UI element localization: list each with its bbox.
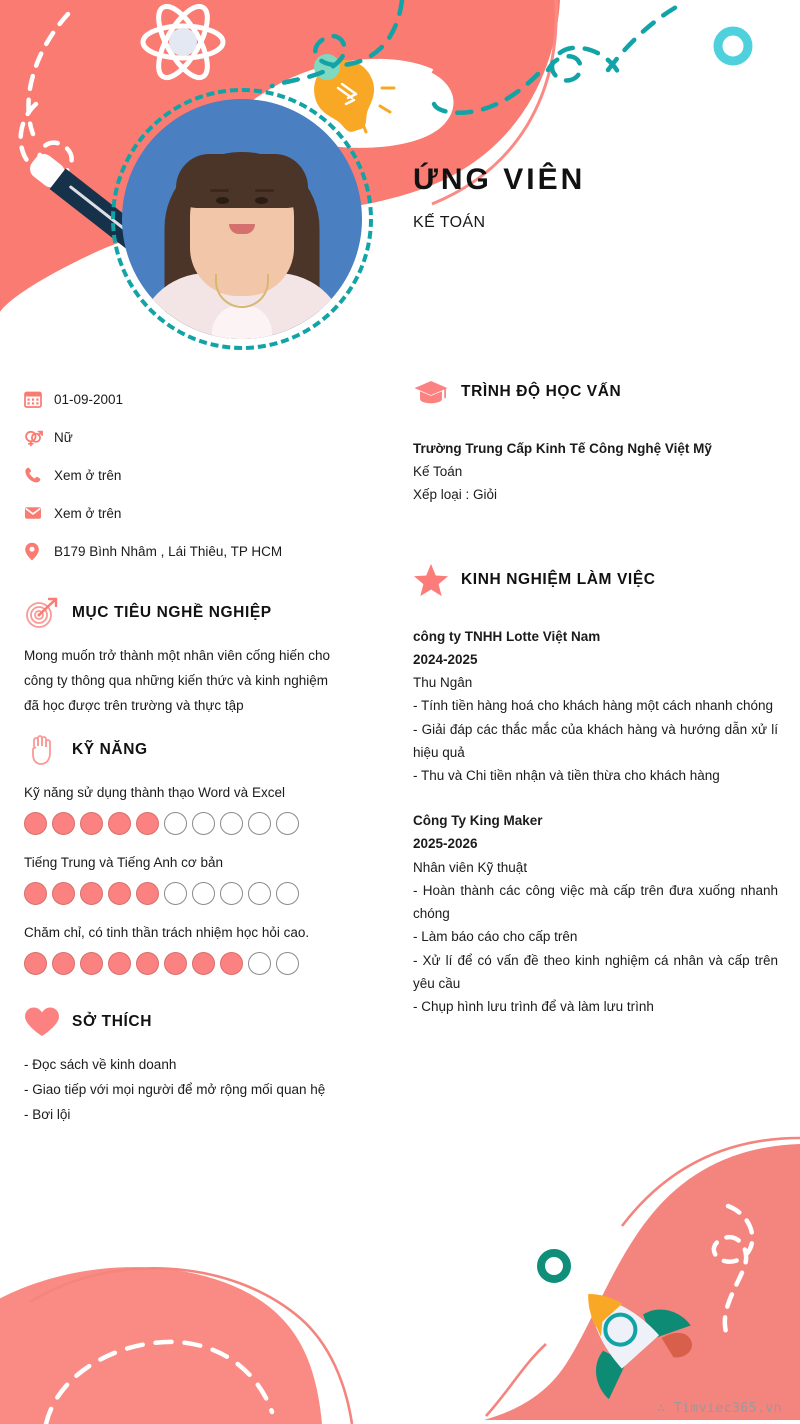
rating-dot-filled — [52, 812, 75, 835]
rating-dot-filled — [108, 952, 131, 975]
skill-rating — [24, 812, 334, 835]
bottom-decoration-graphic — [0, 1134, 800, 1424]
rating-dot-empty — [192, 812, 215, 835]
skill-item — [24, 851, 334, 905]
education-school: Trường Trung Cấp Kinh Tế Công Nghệ Việt Mỹ — [413, 441, 712, 456]
section-title: KINH NGHIỆM LÀM VIỆC — [461, 570, 656, 588]
section-header — [413, 375, 778, 409]
rating-dot-filled — [220, 952, 243, 975]
contact-value: B179 Bình Nhâm , Lái Thiêu, TP HCM — [54, 543, 283, 559]
rating-dot-filled — [80, 952, 103, 975]
objective-text: Mong muốn trở thành một nhân viên cống hiến cho công ty thông qua những kiến thức và kinh nghiệm đã học được trên trường và thực tập — [24, 648, 331, 713]
experience-list — [413, 625, 778, 1019]
hobby-list — [24, 1053, 334, 1128]
contact-item-address — [24, 532, 334, 570]
rating-dot-empty — [164, 882, 187, 905]
heart-icon — [24, 1005, 60, 1039]
rating-dot-filled — [108, 812, 131, 835]
candidate-name: ỨNG VIÊN — [413, 163, 586, 196]
rating-dot-empty — [276, 882, 299, 905]
rating-dot-empty — [248, 882, 271, 905]
cyan-ring-icon — [718, 31, 748, 61]
rating-dot-empty — [192, 882, 215, 905]
rating-dot-empty — [248, 952, 271, 975]
rating-dot-filled — [52, 952, 75, 975]
location-icon — [24, 542, 54, 561]
experience-duty: - Thu và Chi tiền nhận và tiền thừa cho khách hàng — [413, 767, 720, 783]
left-column — [24, 380, 334, 1128]
experience-period: 2025-2026 — [413, 836, 478, 852]
experience-duty: - Hoàn thành các công việc mà cấp trên đưa xuống nhanh chóng — [413, 882, 778, 922]
contact-value: Xem ở trên — [54, 505, 122, 521]
experience-duty: - Tính tiền hàng hoá cho khách hàng một cách nhanh chóng — [413, 698, 774, 714]
section-experience — [413, 563, 778, 1019]
contact-value: Nữ — [54, 429, 73, 445]
rating-dot-empty — [276, 812, 299, 835]
teal-ring-icon — [541, 1253, 567, 1279]
skill-label: Kỹ năng sử dụng thành thạo Word và Excel — [24, 784, 285, 800]
section-title: KỸ NĂNG — [72, 740, 148, 758]
rating-dot-empty — [248, 812, 271, 835]
section-skills — [24, 733, 334, 975]
rating-dot-empty — [220, 812, 243, 835]
experience-item — [413, 809, 778, 1018]
skills-list — [24, 781, 334, 975]
rating-dot-filled — [136, 812, 159, 835]
rating-dot-empty — [220, 882, 243, 905]
target-icon — [24, 596, 60, 630]
skill-label: Tiếng Trung và Tiếng Anh cơ bản — [24, 854, 223, 870]
section-header — [413, 563, 778, 597]
experience-duty: - Chụp hình lưu trình để và làm lưu trình — [413, 998, 654, 1014]
skill-rating — [24, 882, 334, 905]
rating-dot-filled — [24, 882, 47, 905]
rating-dot-filled — [136, 882, 159, 905]
skill-rating — [24, 952, 334, 975]
contact-item-phone — [24, 456, 334, 494]
section-title: MỤC TIÊU NGHỀ NGHIỆP — [72, 604, 272, 621]
email-icon — [24, 504, 54, 522]
gender-icon — [24, 428, 54, 447]
skill-item — [24, 781, 334, 835]
contact-item-gender — [24, 418, 334, 456]
section-education — [413, 375, 778, 507]
star-icon — [413, 563, 449, 597]
contact-item-birthdate — [24, 380, 334, 418]
rating-dot-filled — [108, 882, 131, 905]
rating-dot-filled — [164, 952, 187, 975]
experience-position: Thu Ngân — [413, 675, 473, 691]
hand-icon — [24, 733, 60, 767]
right-column — [413, 375, 778, 1040]
page-title-block — [413, 163, 585, 232]
hobby-item: - Giao tiếp với mọi người để mở rộng mối quan hệ — [24, 1081, 326, 1097]
contact-list — [24, 380, 334, 570]
section-header — [24, 733, 334, 767]
rating-dot-empty — [164, 812, 187, 835]
experience-duty: - Làm báo cáo cho cấp trên — [413, 929, 578, 945]
education-grade: Xếp loại : Giỏi — [413, 487, 498, 503]
rating-dot-filled — [136, 952, 159, 975]
contact-value: 01-09-2001 — [54, 391, 124, 407]
skill-item — [24, 921, 334, 975]
rating-dot-empty — [276, 952, 299, 975]
education-major: Kế Toán — [413, 464, 463, 480]
section-header — [24, 1005, 334, 1039]
hobby-item: - Bơi lội — [24, 1106, 71, 1122]
section-header — [24, 596, 334, 630]
watermark: ∴ Timviec365.vn — [657, 1401, 782, 1416]
rating-dot-filled — [80, 812, 103, 835]
calendar-icon — [24, 390, 54, 408]
contact-value: Xem ở trên — [54, 467, 122, 483]
experience-duty: - Xử lí để có vấn đề theo kinh nghiệm cá nhân và cấp trên yêu cầu — [413, 952, 778, 991]
section-title: TRÌNH ĐỘ HỌC VẤN — [461, 383, 622, 400]
experience-period: 2024-2025 — [413, 651, 478, 667]
rating-dot-filled — [80, 882, 103, 905]
contact-item-email — [24, 494, 334, 532]
experience-company: công ty TNHH Lotte Việt Nam — [413, 628, 601, 644]
experience-item — [413, 625, 778, 788]
experience-duty: - Giải đáp các thắc mắc của khách hàng và hướng dẫn xử lí hiệu quả — [413, 721, 778, 760]
candidate-role: KẾ TOÁN — [413, 214, 486, 231]
phone-icon — [24, 466, 54, 484]
rating-dot-filled — [24, 952, 47, 975]
rating-dot-filled — [24, 812, 47, 835]
section-title: SỞ THÍCH — [72, 1012, 153, 1030]
graduation-cap-icon — [413, 375, 449, 409]
section-objective — [24, 596, 334, 719]
section-hobbies — [24, 1005, 334, 1128]
rating-dot-filled — [52, 882, 75, 905]
skill-label: Chăm chỉ, có tinh thần trách nhiệm học hỏi cao. — [24, 924, 310, 940]
experience-company: Công Ty King Maker — [413, 813, 543, 829]
hobby-item: - Đọc sách về kinh doanh — [24, 1056, 177, 1072]
rating-dot-filled — [192, 952, 215, 975]
portrait-photo — [122, 99, 362, 339]
avatar — [111, 88, 373, 350]
experience-position: Nhân viên Kỹ thuật — [413, 859, 528, 875]
